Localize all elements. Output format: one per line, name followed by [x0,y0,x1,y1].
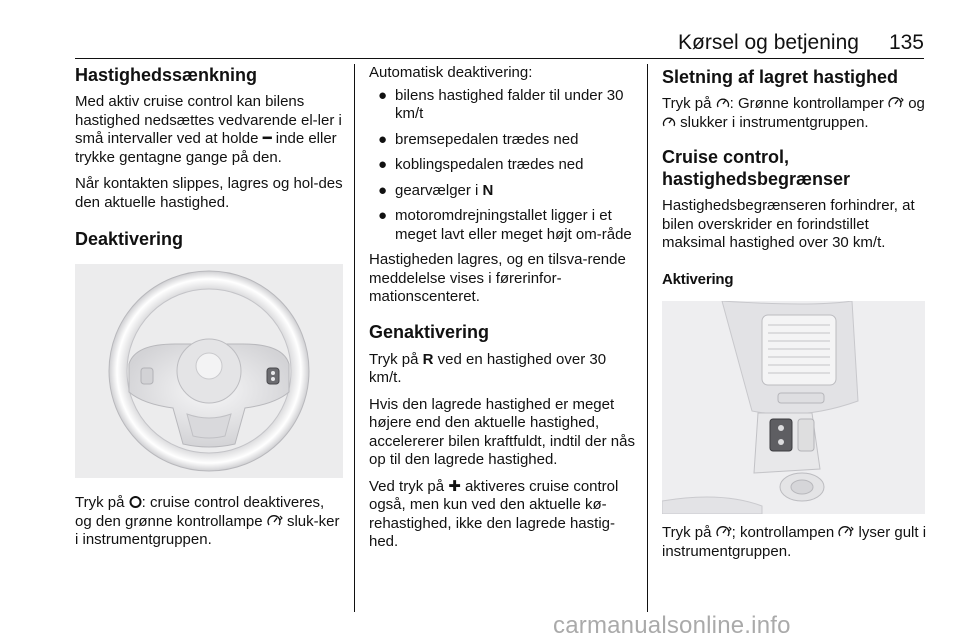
list-item-text: motoromdrejningstallet ligger i et meget lavt eller meget højt om-råde [395,207,632,243]
text-run: sluk-ker i instrumentgruppen. [75,512,340,548]
speed-stored-paragraph: Hastigheden lagres, og en tilsva-rende meddelelse vises i førerinfor-mationscenteret. [369,251,626,305]
steering-wheel-drawing [75,264,343,478]
bullet-dot: ● [378,86,388,104]
list-item-text: koblingspedalen trædes ned [395,156,584,173]
text-run: inde eller trykke gentagne gange på den. [75,130,337,166]
text-run: : cruise control deaktiveres, og den grønne kontrollampe [75,494,325,530]
heading-line: hastighedsbegrænser [662,169,851,189]
text-run: Tryk på [369,350,423,368]
deactivation-caption [75,494,343,550]
column-divider-2 [647,64,648,612]
text-run: ved en hastighed over 30 km/t. [369,350,607,386]
list-item-text: bilens hastighed falder til under 30 km/t [395,86,624,122]
plus-symbol: ✚ [448,477,461,495]
speed-limiter-heading [662,146,930,190]
list-item-text: gearvælger i [395,181,483,199]
cruise-control-icon [716,525,732,539]
speed-reduction-paragraph [75,93,343,167]
running-section-title: Kørsel og betjening [678,31,859,54]
list-item [369,207,637,244]
bullet-dot: ● [378,181,388,199]
text-run: ; kontrollampen [731,524,839,541]
bullet-dot: ● [378,156,388,173]
reactivation-paragraph-3 [369,478,637,552]
text-run: slukker i instrumentgruppen. [676,113,869,131]
page-number: 135 [888,31,924,54]
heading-line: Cruise control, [662,147,790,167]
text-run: aktiveres cruise control også, men kun ved den aktuelle kø-rehastighed, ikke den lagrede hastig-hed. [369,477,619,550]
activation-caption [662,524,930,561]
reactivation-paragraph-1 [369,351,637,388]
speed-reduction-heading: Hastighedssænkning [75,65,258,85]
text-run: Tryk på [75,494,129,511]
list-item-text: bremsepedalen trædes ned [395,130,579,148]
cruise-off-icon [716,96,730,110]
list-item [369,182,637,201]
column-3 [662,64,930,569]
list-item [369,87,637,124]
header-rule [75,58,924,59]
minus-symbol: ━ [262,130,272,147]
auto-deactivation-intro: Automatisk deaktivering: [369,64,533,81]
text-run: Med aktiv cruise control kan bilens hastighed nedsættes vedvarende el-ler i små intervaller ved at holde [75,93,342,147]
deactivation-heading: Deaktivering [75,229,184,249]
auto-deactivation-list [369,87,637,245]
cruise-off-icon [129,495,142,509]
text-run: og [904,95,925,112]
neutral-gear-symbol: N [482,181,494,199]
column-divider-1 [354,64,355,612]
watermark: carmanualsonline.info [553,612,791,639]
reactivation-heading: Genaktivering [369,321,490,342]
column-1 [75,64,343,558]
clear-stored-speed-heading: Sletning af lagret hastighed [662,67,899,87]
switch-panel-drawing [662,301,925,514]
bullet-dot: ● [378,130,388,148]
cruise-control-icon [267,514,283,528]
cruise-control-icon [838,525,854,539]
speed-limiter-paragraph: Hastighedsbegrænseren forhindrer, at bilen overskrider en forindstillet maksimal hastighed over 30 km/t. [662,197,915,251]
text-run: Ved tryk på [369,477,449,495]
text-run: lyser gult i instrumentgruppen. [662,524,927,560]
reactivation-paragraph-2: Hvis den lagrede hastighed er meget højere end den aktuelle hastighed, accelererer bilen kraftfuldt, indtil der nås op til den lagrede hastighed. [369,395,635,468]
steering-wheel-illustration [75,264,343,478]
resume-symbol: R [422,350,434,368]
text-run: Tryk på [662,95,716,112]
activation-subheading: Aktivering [662,270,734,288]
page-header [75,30,924,56]
clear-stored-speed-paragraph [662,95,930,132]
bullet-dot: ● [378,207,388,224]
release-paragraph: Når kontakten slippes, lagres og hol-des den aktuelle hastighed. [75,175,343,211]
list-item [369,131,637,150]
cruise-control-icon [888,96,904,110]
list-item [369,156,637,175]
text-run: Tryk på [662,524,716,541]
column-2 [369,64,637,560]
switch-panel-illustration [662,301,925,514]
text-run: : Grønne kontrollamper [729,95,889,112]
speed-limiter-icon [662,115,676,129]
